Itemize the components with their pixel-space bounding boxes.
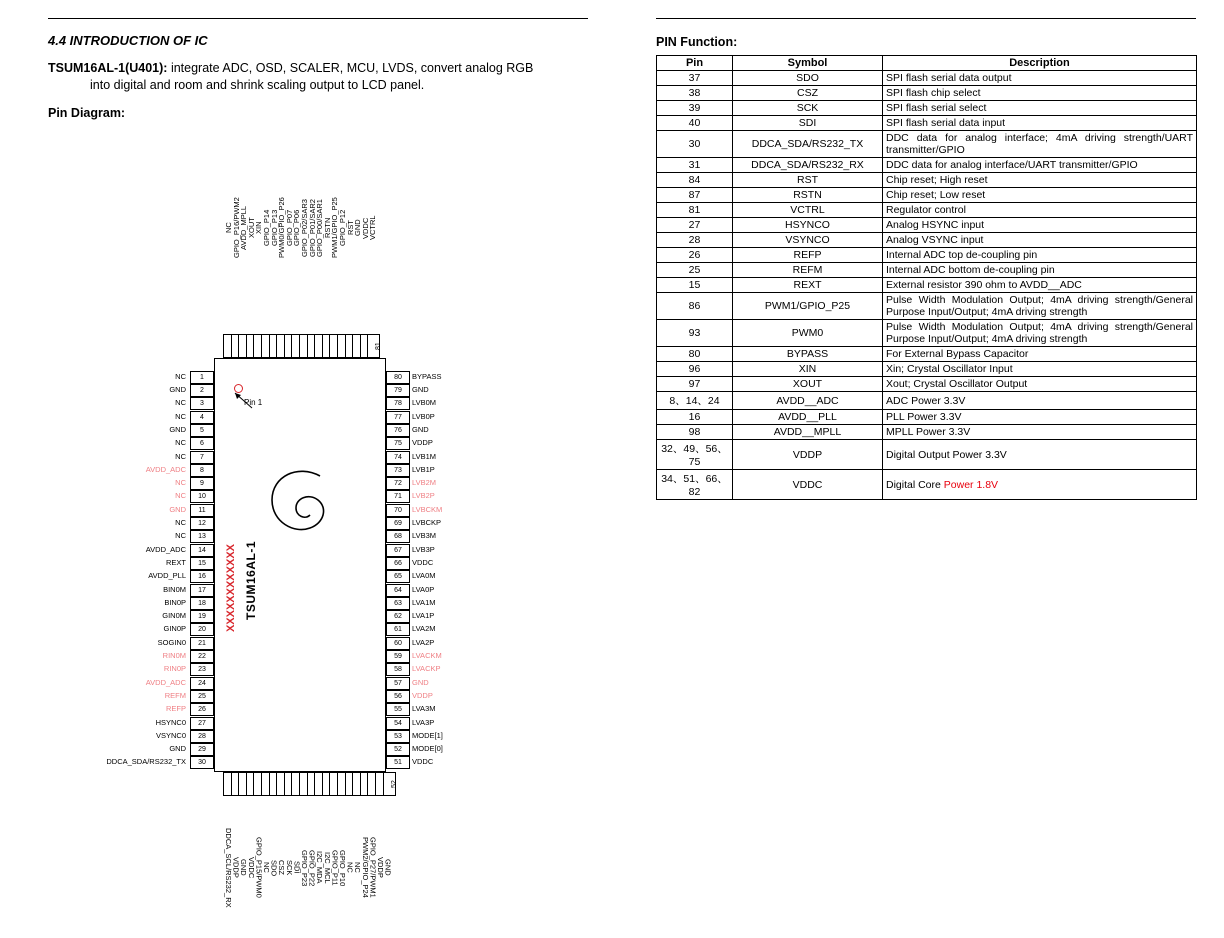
table-row xyxy=(657,203,1197,218)
pin-label-right: BYPASS xyxy=(412,371,442,381)
pin-label-left: REFM xyxy=(164,690,186,700)
pin-number-box: 52 xyxy=(383,772,396,796)
table-row xyxy=(657,86,1197,101)
cell-symbol: VDDC xyxy=(733,470,883,500)
pin-label-left: NC xyxy=(175,438,186,448)
cell-symbol: DDCA_SDA/RS232_TX xyxy=(733,131,883,158)
cell-description: DDC data for analog interface/UART transmitter/GPIO xyxy=(883,158,1197,173)
cell-description: SPI flash serial select xyxy=(883,101,1197,116)
pin-number-box: 4 xyxy=(190,411,214,424)
cell-symbol: HSYNCO xyxy=(733,218,883,233)
pin-number-box: 17 xyxy=(190,584,214,597)
pin-number-box: 65 xyxy=(386,570,410,583)
cell-pin: 15 xyxy=(657,278,733,293)
pin-label-right: GND xyxy=(412,424,429,434)
pin-label-top: VCTRL xyxy=(368,215,378,241)
table-row xyxy=(657,71,1197,86)
cell-pin: 34、51、66、82 xyxy=(657,470,733,500)
pin-number-box: 16 xyxy=(190,570,214,583)
pin-number-box: 51 xyxy=(386,756,410,769)
pin-function-table xyxy=(656,55,1197,500)
pin-number-box: 5 xyxy=(190,424,214,437)
pin-number-box: 77 xyxy=(386,411,410,424)
pin-number-box: 61 xyxy=(386,623,410,636)
cell-description: Digital Core Power 1.8V xyxy=(883,470,1197,500)
pin-label-right: LVA0P xyxy=(412,584,435,594)
cell-pin: 98 xyxy=(657,425,733,440)
pin-label-top: GPIO_P14 xyxy=(262,209,271,246)
cell-description: External resistor 390 ohm to AVDD__ADC xyxy=(883,278,1197,293)
pin-label-left: AVDD_ADC xyxy=(145,544,186,554)
pin-label-top: AVDD_MPLL xyxy=(239,205,249,250)
pin-label-bottom: CSZ xyxy=(277,860,287,876)
cell-symbol: SDO xyxy=(733,71,883,86)
table-row xyxy=(657,278,1197,293)
pin-number-box: 11 xyxy=(190,504,214,517)
pin-label-bottom: SDI xyxy=(292,861,302,874)
pin-label-bottom: DDCA_SCL/RS232_RX xyxy=(224,827,233,908)
cell-pin: 97 xyxy=(657,377,733,392)
pin-label-top: GPIO_P06 xyxy=(292,209,302,246)
pin-number-box: 12 xyxy=(190,517,214,530)
cell-description: Chip reset; Low reset xyxy=(883,188,1197,203)
pin-label-top: GPIO_P13 xyxy=(269,209,279,246)
left-column xyxy=(48,18,588,908)
pin-label-left: NC xyxy=(175,411,186,421)
cell-symbol: VCTRL xyxy=(733,203,883,218)
pin-label-left: GIN0M xyxy=(162,611,186,621)
pin-label-right: LVA3M xyxy=(412,704,436,714)
pin-number-box: 57 xyxy=(386,677,410,690)
pin-number-box: 64 xyxy=(386,584,410,597)
pin-number-box: 66 xyxy=(386,557,410,570)
pin-number-box: 13 xyxy=(190,530,214,543)
cell-pin: 84 xyxy=(657,173,733,188)
pin-label-top: GPIO_P01/SAR2 xyxy=(307,198,317,257)
cell-pin: 93 xyxy=(657,320,733,347)
pin-label-left: GND xyxy=(169,744,186,754)
pin-number-box: 18 xyxy=(190,597,214,610)
pin-label-left: HSYNC0 xyxy=(155,717,186,727)
table-row xyxy=(657,377,1197,392)
cell-symbol: AVDD__MPLL xyxy=(733,425,883,440)
pin-label-right: VDDC xyxy=(412,757,434,767)
intro-paragraph xyxy=(48,60,588,94)
cell-symbol: XIN xyxy=(733,362,883,377)
pin-number-box: 15 xyxy=(190,557,214,570)
pin-number-box: 60 xyxy=(386,637,410,650)
table-row xyxy=(657,131,1197,158)
pin-number-box: 69 xyxy=(386,517,410,530)
cell-symbol: BYPASS xyxy=(733,347,883,362)
section-heading: 4.4 INTRODUCTION OF IC xyxy=(48,33,208,48)
pin-label-top: RST xyxy=(345,220,355,236)
pin-label-right: LVACKM xyxy=(412,651,442,661)
cell-pin: 27 xyxy=(657,218,733,233)
pin-label-bottom: VDDP xyxy=(376,857,385,879)
pin-label-top: NC xyxy=(224,222,233,234)
cell-pin: 80 xyxy=(657,347,733,362)
pin-label-right: LVA1M xyxy=(412,597,436,607)
cell-symbol: REFM xyxy=(733,263,883,278)
cell-symbol: REXT xyxy=(733,278,883,293)
table-row xyxy=(657,470,1197,500)
pin-label-left: VSYNC0 xyxy=(155,730,186,740)
pin-label-bottom: SCK xyxy=(284,860,294,876)
pin-number-box: 74 xyxy=(386,451,410,464)
table-row xyxy=(657,347,1197,362)
pin-label-right: VDDP xyxy=(412,438,433,448)
pin-label-right: LVB1P xyxy=(412,464,435,474)
pin-label-right: MODE[0] xyxy=(412,744,443,754)
pin-number-box: 59 xyxy=(386,650,410,663)
cell-symbol: CSZ xyxy=(733,86,883,101)
pin-label-left: DDCA_SDA/RS232_TX xyxy=(106,757,186,767)
cell-description: SPI flash chip select xyxy=(883,86,1197,101)
pin-number-box: 29 xyxy=(190,743,214,756)
cell-pin: 32、49、56、75 xyxy=(657,440,733,470)
pin-number-box: 72 xyxy=(386,477,410,490)
pin-number-box: 70 xyxy=(386,504,410,517)
table-row xyxy=(657,101,1197,116)
table-row xyxy=(657,392,1197,410)
cell-symbol: SCK xyxy=(733,101,883,116)
chip-marking: XXXXXXXXXXXX xyxy=(225,543,237,632)
cell-pin: 38 xyxy=(657,86,733,101)
pin-number-box: 62 xyxy=(386,610,410,623)
pin-number-box: 2 xyxy=(190,384,214,397)
pin-label-left: GND xyxy=(169,504,186,514)
cell-symbol: RSTN xyxy=(733,188,883,203)
pin-label-left: REFP xyxy=(165,704,186,714)
pin-label-bottom: GND xyxy=(383,859,393,877)
pin-label-right: LVB2M xyxy=(412,478,437,488)
pin-number-box: 53 xyxy=(386,730,410,743)
table-row xyxy=(657,233,1197,248)
cell-pin: 37 xyxy=(657,71,733,86)
pin-number-box: 14 xyxy=(190,544,214,557)
pin-label-left: AVDD_ADC xyxy=(145,677,186,687)
pin-label-bottom: I2C_MCL xyxy=(322,851,332,884)
pin-number-box: 73 xyxy=(386,464,410,477)
cell-symbol: XOUT xyxy=(733,377,883,392)
pin-number-box: 71 xyxy=(386,490,410,503)
table-row xyxy=(657,158,1197,173)
pin-number-box: 21 xyxy=(190,637,214,650)
pin-label-right: GND xyxy=(412,385,429,395)
table-row xyxy=(657,218,1197,233)
table-row xyxy=(657,188,1197,203)
cell-description: Xout; Crystal Oscillator Output xyxy=(883,377,1197,392)
pin-label-bottom: SDO xyxy=(269,859,279,876)
cell-pin: 39 xyxy=(657,101,733,116)
pin-function-title: PIN Function: xyxy=(656,35,738,49)
pin-number-box: 78 xyxy=(386,397,410,410)
pin-number-box: 76 xyxy=(386,424,410,437)
cell-description: Analog VSYNC input xyxy=(883,233,1197,248)
pin-number-box: 23 xyxy=(190,663,214,676)
pin1-label: Pin 1 xyxy=(244,397,263,407)
column-header-symbol: Symbol xyxy=(733,56,883,71)
pin-label-left: AVDD_ADC xyxy=(145,464,186,474)
pin-label-right: VDDP xyxy=(412,690,433,700)
cell-description: ADC Power 3.3V xyxy=(883,392,1197,410)
pin-number-box: 68 xyxy=(386,530,410,543)
pin-number-box: 52 xyxy=(386,743,410,756)
table-row xyxy=(657,173,1197,188)
pin-label-top: RSTN xyxy=(322,217,332,238)
table-row xyxy=(657,293,1197,320)
cell-description: SPI flash serial data output xyxy=(883,71,1197,86)
pin-label-right: LVA1P xyxy=(412,611,435,621)
table-header-row xyxy=(657,56,1197,71)
cell-pin: 87 xyxy=(657,188,733,203)
pin-label-right: VDDC xyxy=(412,557,434,567)
pin-number-box: 8 xyxy=(190,464,214,477)
chip-outline xyxy=(214,358,386,772)
pin-number-box: 26 xyxy=(190,703,214,716)
chip-spiral-mark xyxy=(258,456,348,546)
pin-label-top: GPIO_P12 xyxy=(338,209,347,246)
cell-symbol: AVDD__ADC xyxy=(733,392,883,410)
pin-label-right: LVBCKM xyxy=(412,504,443,514)
pin-label-top: XOUT xyxy=(246,217,256,239)
chip-name-label: TSUM16AL-1 xyxy=(244,540,258,620)
cell-description: Regulator control xyxy=(883,203,1197,218)
column-header-pin: Pin xyxy=(657,56,733,71)
cell-symbol: RST xyxy=(733,173,883,188)
header-rule-right xyxy=(656,18,1196,19)
pin-label-left: SOGIN0 xyxy=(157,637,186,647)
pin-label-top: GPIO_P07 xyxy=(284,209,294,246)
cell-pin: 86 xyxy=(657,293,733,320)
cell-description: Internal ADC top de-coupling pin xyxy=(883,248,1197,263)
pin-label-right: LVB0M xyxy=(412,398,437,408)
table-row xyxy=(657,362,1197,377)
cell-description: MPLL Power 3.3V xyxy=(883,425,1197,440)
pin-label-right: GND xyxy=(412,677,429,687)
pin-label-right: LVB3M xyxy=(412,531,437,541)
pin-number-box: 9 xyxy=(190,477,214,490)
pin-number-box: 75 xyxy=(386,437,410,450)
cell-description: Pulse Width Modulation Output; 4mA driving strength/General Purpose Input/Output; 4mA driving strength xyxy=(883,320,1197,347)
pin-number-box: 6 xyxy=(190,437,214,450)
cell-description: SPI flash serial data input xyxy=(883,116,1197,131)
pin-number-box: 3 xyxy=(190,397,214,410)
cell-description: Chip reset; High reset xyxy=(883,173,1197,188)
cell-symbol: DDCA_SDA/RS232_RX xyxy=(733,158,883,173)
cell-pin: 31 xyxy=(657,158,733,173)
pin-label-bottom: I2C_MDA xyxy=(315,851,325,884)
column-header-description: Description xyxy=(883,56,1197,71)
pin-label-top: PWM1/GPIO_P25 xyxy=(330,197,340,259)
pin-number-box: 24 xyxy=(190,677,214,690)
cell-pin: 28 xyxy=(657,233,733,248)
pin-number-box: 25 xyxy=(190,690,214,703)
pin-number-box: 56 xyxy=(386,690,410,703)
table-row xyxy=(657,263,1197,278)
pin-label-right: MODE[1] xyxy=(412,730,443,740)
cell-pin: 40 xyxy=(657,116,733,131)
pin-label-left: NC xyxy=(175,451,186,461)
pin-number-box: 27 xyxy=(190,717,214,730)
table-row xyxy=(657,320,1197,347)
pin-label-bottom: VDDP xyxy=(231,857,241,879)
cell-pin: 81 xyxy=(657,203,733,218)
table-row xyxy=(657,425,1197,440)
pin-label-bottom: GPIO_P27/PWM1 xyxy=(368,837,378,899)
pin-label-right: LVB0P xyxy=(412,411,435,421)
cell-description: Digital Output Power 3.3V xyxy=(883,440,1197,470)
pin-label-bottom: GPIO_P11 xyxy=(330,849,340,886)
pin-label-bottom: NC xyxy=(262,862,271,874)
pin-label-bottom: GPIO_P23 xyxy=(300,849,309,886)
pin-label-left: GND xyxy=(169,424,186,434)
pin-label-left: NC xyxy=(175,531,186,541)
pin-number-box: 80 xyxy=(386,371,410,384)
pin-label-bottom: GPIO_P22 xyxy=(307,849,317,886)
table-row xyxy=(657,248,1197,263)
cell-pin: 25 xyxy=(657,263,733,278)
cell-description-highlight: Power 1.8V xyxy=(943,478,999,491)
pin-label-bottom: PWM2/GPIO_P24 xyxy=(360,837,370,899)
pin-label-right: LVA3P xyxy=(412,717,435,727)
pin-number-box: 79 xyxy=(386,384,410,397)
pin-number-box: 10 xyxy=(190,490,214,503)
cell-symbol: REFP xyxy=(733,248,883,263)
pin-label-top: PWM0/GPIO_P26 xyxy=(277,197,287,259)
pin-label-left: GIN0P xyxy=(163,624,186,634)
table-row xyxy=(657,440,1197,470)
cell-description: Xin; Crystal Oscillator Input xyxy=(883,362,1197,377)
pin-number-box: 1 xyxy=(190,371,214,384)
pin-label-bottom: VDDC xyxy=(246,857,256,879)
cell-description: Internal ADC bottom de-coupling pin xyxy=(883,263,1197,278)
pin-label-left: NC xyxy=(175,398,186,408)
cell-symbol: SDI xyxy=(733,116,883,131)
cell-pin: 8、14、24 xyxy=(657,392,733,410)
pin-label-right: LVA2P xyxy=(412,637,435,647)
pin-label-right: LVB3P xyxy=(412,544,435,554)
pin-label-top: VDDC xyxy=(360,217,370,239)
right-column xyxy=(656,18,1196,500)
pin-label-left: NC xyxy=(175,478,186,488)
pin-diagram xyxy=(48,126,588,908)
pin-label-right: LVACKP xyxy=(412,664,441,674)
header-rule-left xyxy=(48,18,588,19)
pin-label-left: REXT xyxy=(165,557,186,567)
pin-number-box: 7 xyxy=(190,451,214,464)
pin-label-bottom: GPIO_P10 xyxy=(338,849,347,886)
pin-number-box: 81 xyxy=(367,334,380,358)
intro-text-2: into digital and room and shrink scaling output to LCD panel. xyxy=(90,77,425,92)
cell-pin: 96 xyxy=(657,362,733,377)
pin-label-top: GPIO_P02/SAR3 xyxy=(300,198,309,257)
pin-number-box: 67 xyxy=(386,544,410,557)
pin-label-bottom: GND xyxy=(239,859,249,877)
pin-label-top: XIN xyxy=(254,221,264,235)
table-row xyxy=(657,410,1197,425)
pin-label-right: LVB1M xyxy=(412,451,437,461)
pin-label-left: RIN0P xyxy=(163,664,186,674)
pin-label-top: GND xyxy=(353,219,363,237)
pin-label-left: RIN0M xyxy=(162,651,186,661)
pin-label-top: GPIO_P16/PWM2 xyxy=(231,197,241,259)
pin-label-right: LVA2M xyxy=(412,624,436,634)
pin-number-box: 28 xyxy=(190,730,214,743)
pin-number-box: 58 xyxy=(386,663,410,676)
pin-label-right: LVA0M xyxy=(412,571,436,581)
cell-pin: 16 xyxy=(657,410,733,425)
cell-symbol: AVDD__PLL xyxy=(733,410,883,425)
cell-pin: 30 xyxy=(657,131,733,158)
pin-diagram-label: Pin Diagram: xyxy=(48,105,126,120)
pin-label-left: AVDD_PLL xyxy=(148,571,186,581)
intro-text-1: integrate ADC, OSD, SCALER, MCU, LVDS, convert analog RGB xyxy=(167,61,534,75)
cell-description: For External Bypass Capacitor xyxy=(883,347,1197,362)
pin-label-right: LVB2P xyxy=(412,491,435,501)
cell-symbol: PWM1/GPIO_P25 xyxy=(733,293,883,320)
pin-label-left: NC xyxy=(175,371,186,381)
cell-symbol: VDDP xyxy=(733,440,883,470)
cell-symbol: PWM0 xyxy=(733,320,883,347)
pin-label-bottom: GPIO_P15/PWM0 xyxy=(254,837,264,899)
pin-label-left: GND xyxy=(169,385,186,395)
pin-label-left: BIN0P xyxy=(164,597,186,607)
pin-number-box: 54 xyxy=(386,717,410,730)
pin-label-left: BIN0M xyxy=(163,584,186,594)
cell-description: Analog HSYNC input xyxy=(883,218,1197,233)
pin-label-bottom: NC xyxy=(345,862,355,874)
pin-number-box: 63 xyxy=(386,597,410,610)
pin-number-box: 30 xyxy=(190,756,214,769)
pin-number-box: 55 xyxy=(386,703,410,716)
pin-label-bottom: NC xyxy=(353,862,363,874)
ic-part-number: TSUM16AL-1(U401): xyxy=(48,61,168,75)
pin-label-top: GPIO_P00/SAR1 xyxy=(315,198,325,257)
pin-label-left: NC xyxy=(175,491,186,501)
cell-description: Pulse Width Modulation Output; 4mA driving strength/General Purpose Input/Output; 4mA driving strength xyxy=(883,293,1197,320)
pin-number-box: 22 xyxy=(190,650,214,663)
pin-number-box: 20 xyxy=(190,623,214,636)
cell-description: DDC data for analog interface; 4mA driving strength/UART transmitter/GPIO xyxy=(883,131,1197,158)
cell-description: PLL Power 3.3V xyxy=(883,410,1197,425)
table-row xyxy=(657,116,1197,131)
cell-symbol: VSYNCO xyxy=(733,233,883,248)
pin-number-box: 19 xyxy=(190,610,214,623)
pin-label-right: LVBCKP xyxy=(412,518,442,528)
pin-label-left: NC xyxy=(175,518,186,528)
cell-pin: 26 xyxy=(657,248,733,263)
